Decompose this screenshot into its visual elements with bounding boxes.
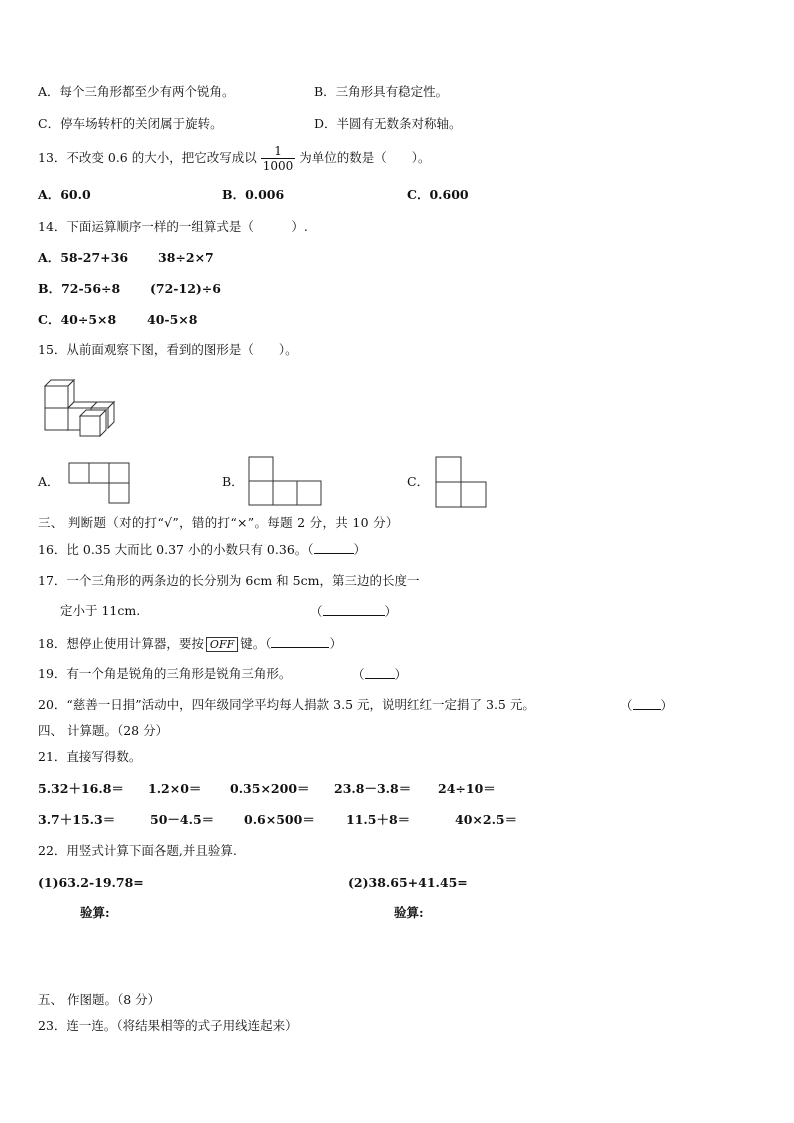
q13-option-c: C．0.600 [407,187,469,202]
q15-option-a-label: A． [38,474,60,489]
square-cell [109,463,129,483]
q17-line2: 定小于 11cm. [60,603,141,618]
section-4-title: 四、 计算题。（28 分） [38,723,169,738]
square-cell [273,481,297,505]
q21-r1-item: 0.35×200＝ [230,781,310,796]
q18-text-before: 18．想停止使用计算器，要按 [38,636,204,651]
q13-fraction-denominator: 1000 [262,159,294,173]
square-cell [461,482,486,507]
q13-option-a: A．60.0 [38,187,91,202]
q17-line1: 17．一个三角形的两条边的长分别为 6cm 和 5cm，第三边的长度一 [38,573,420,588]
square-cell [436,457,461,482]
q14-option-b-expr2: (72-12)÷6 [150,281,221,296]
square-cell [249,481,273,505]
q21-r1-item: 5.32＋16.8＝ [38,781,124,796]
q15-stem: 15．从前面观察下图，看到的图形是（ ）。 [38,342,298,357]
q22-stem: 22．用竖式计算下面各题,并且验算. [38,843,237,858]
q13-fraction-numerator: 1 [261,144,296,159]
q12-option-a: A．每个三角形都至少有两个锐角。 [38,84,235,99]
q19-open-paren: （ [352,667,365,682]
square-cell [436,482,461,507]
q16-text: 16．比 0.35 大而比 0.37 小的小数只有 0.36。（ [38,542,314,557]
q19-answer [352,666,407,683]
q14-option-c-expr2: 40-5×8 [147,312,198,327]
q14-stem: 14．下面运算顺序一样的一组算式是（ ）. [38,219,308,234]
square-cell [109,483,129,503]
q18 [38,635,342,652]
q12-option-d: D．半圆有无数条对称轴。 [314,116,462,131]
q20-open-paren: （ [620,698,633,713]
q22-problem-2: (2)38.65+41.45= [348,875,468,890]
q16-answer-blank[interactable] [314,541,354,554]
q18-close-paren: ） [329,636,342,651]
q19-close-paren: ） [394,667,408,682]
q15-option-c-shape [435,456,489,508]
q16-close-paren: ） [353,542,367,557]
q16 [38,541,366,558]
q12-option-c: C．停车场转杆的关闭属于旋转。 [38,116,223,131]
q23-stem: 23．连一连。（将结果相等的式子用线连起来） [38,1018,298,1033]
q21-r1-item: 1.2×0＝ [148,781,202,796]
square-cell [249,457,273,481]
section-3-title: 三、 判断题（对的打“√”，错的打“×”。每题 2 分，共 10 分） [38,515,399,530]
q17-open-paren: （ [310,604,323,619]
q19-answer-blank[interactable] [365,666,395,679]
q21-r2-item: 40×2.5＝ [455,812,518,827]
q13-stem-after: 为单位的数是（ ）。 [299,150,431,165]
q22-problem-1: (1)63.2-19.78= [38,875,144,890]
q13-stem [38,141,431,175]
q15-option-a-shape [68,462,132,504]
q21-r2-item: 0.6×500＝ [244,812,315,827]
section-5-title: 五、 作图题。（8 分） [38,992,161,1007]
q15-option-c-label: C． [407,474,430,489]
cube-front-face [80,416,100,436]
q20-answer-blank[interactable] [633,697,661,710]
q21-r1-item: 24÷10＝ [438,781,496,796]
q22-check-2: 验算: [394,905,424,920]
q18-text-after: 键。（ [240,636,272,651]
q12-option-b: B．三角形具有稳定性。 [314,84,449,99]
q21-stem: 21．直接写得数。 [38,749,142,764]
q19-text: 19．有一个角是锐角的三角形是锐角三角形。 [38,666,292,681]
q21-r2-item: 11.5＋8＝ [346,812,411,827]
q14-option-b-expr1: B．72-56÷8 [38,281,121,296]
q21-r2-item: 3.7＋15.3＝ [38,812,116,827]
square-cell [297,481,321,505]
q21-r1-item: 23.8－3.8＝ [334,781,412,796]
q14-option-a-expr2: 38÷2×7 [158,250,214,265]
q20-close-paren: ） [660,698,674,713]
q15-cube-stack-figure [40,378,120,438]
q20-answer [620,697,673,714]
q15-option-b-label: B． [222,474,244,489]
q13-stem-before: 13．不改变 0.6 的大小，把它改写成以 [38,150,257,165]
q15-option-b-shape [248,456,322,506]
cube-front-face [45,386,68,408]
q14-option-c-expr1: C．40÷5×8 [38,312,117,327]
square-cell [69,463,89,483]
q20-text: 20．“慈善一日捐”活动中，四年级同学平均每人捐款 3.5 元，说明红红一定捐了 3.5 元。 [38,697,535,712]
q21-r2-item: 50－4.5＝ [150,812,215,827]
q14-option-a-expr1: A．58-27+36 [38,250,129,265]
q17-answer [310,603,397,620]
off-key-icon: OFF [206,637,238,652]
q13-fraction [261,144,296,173]
q17-close-paren: ） [384,604,398,619]
square-cell [89,463,109,483]
q18-answer-blank[interactable] [271,635,329,648]
q13-option-b: B．0.006 [222,187,285,202]
q22-check-1: 验算: [80,905,110,920]
cube-front-face [45,408,68,430]
q17-answer-blank[interactable] [323,603,385,616]
